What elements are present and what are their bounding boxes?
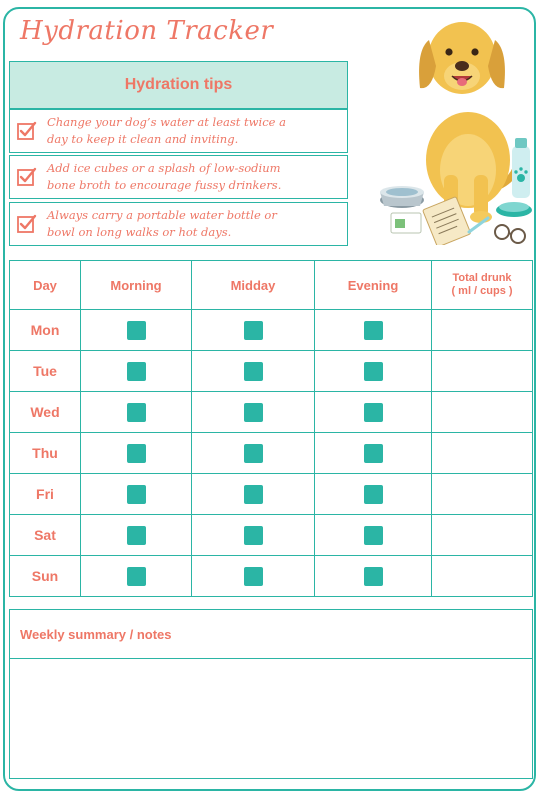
header-day: Day (10, 261, 81, 310)
day-label: Mon (10, 310, 81, 351)
total-drunk-cell[interactable] (432, 556, 533, 597)
checkbox-square[interactable] (127, 403, 146, 422)
checkbox-square[interactable] (127, 567, 146, 586)
evening-cell (315, 474, 432, 515)
checkbox-checked-icon[interactable] (17, 167, 37, 187)
checkbox-square[interactable] (127, 362, 146, 381)
midday-cell (192, 515, 315, 556)
page-title: Hydration Tracker (20, 16, 274, 46)
evening-cell (315, 351, 432, 392)
midday-cell (192, 351, 315, 392)
header-morning: Morning (81, 261, 192, 310)
total-drunk-cell[interactable] (432, 351, 533, 392)
checkbox-square[interactable] (244, 526, 263, 545)
day-label: Thu (10, 433, 81, 474)
checkbox-square[interactable] (244, 403, 263, 422)
morning-cell (81, 433, 192, 474)
table-row (10, 556, 533, 597)
table-row (10, 515, 533, 556)
checkbox-square[interactable] (244, 362, 263, 381)
tips-heading: Hydration tips (9, 61, 348, 109)
tip-text: Add ice cubes or a splash of low-sodium bone broth to encourage fussy drinkers. (47, 161, 282, 192)
morning-cell (81, 392, 192, 433)
checkbox-square[interactable] (244, 567, 263, 586)
total-drunk-cell[interactable] (432, 433, 533, 474)
checkbox-square[interactable] (364, 526, 383, 545)
table-row (10, 310, 533, 351)
evening-cell (315, 310, 432, 351)
morning-cell (81, 556, 192, 597)
day-label: Sun (10, 556, 81, 597)
evening-cell (315, 515, 432, 556)
checkbox-square[interactable] (364, 362, 383, 381)
day-label: Fri (10, 474, 81, 515)
header-evening: Evening (315, 261, 432, 310)
checkbox-square[interactable] (244, 321, 263, 340)
evening-cell (315, 392, 432, 433)
tip-text: Always carry a portable water bottle or bowl on long walks or hot days. (47, 208, 277, 239)
evening-cell (315, 433, 432, 474)
checkbox-square[interactable] (244, 485, 263, 504)
midday-cell (192, 310, 315, 351)
morning-cell (81, 310, 192, 351)
checkbox-square[interactable] (127, 321, 146, 340)
tip-item (9, 155, 348, 199)
header-total-drunk: Total drunk ( ml / cups ) (432, 261, 533, 310)
table-row (10, 392, 533, 433)
total-drunk-cell[interactable] (432, 310, 533, 351)
checkbox-square[interactable] (364, 444, 383, 463)
tip-item (9, 202, 348, 246)
midday-cell (192, 433, 315, 474)
midday-cell (192, 556, 315, 597)
evening-cell (315, 556, 432, 597)
table-header-row (10, 261, 533, 310)
checkbox-square[interactable] (364, 567, 383, 586)
day-label: Wed (10, 392, 81, 433)
checkbox-square[interactable] (364, 321, 383, 340)
notes-heading: Weekly summary / notes (10, 610, 532, 659)
morning-cell (81, 515, 192, 556)
hydration-table (9, 260, 533, 597)
checkbox-checked-icon[interactable] (17, 121, 37, 141)
total-drunk-cell[interactable] (432, 474, 533, 515)
total-drunk-cell[interactable] (432, 515, 533, 556)
weekly-notes-box[interactable] (9, 609, 533, 779)
midday-cell (192, 474, 315, 515)
day-label: Sat (10, 515, 81, 556)
table-row (10, 433, 533, 474)
morning-cell (81, 474, 192, 515)
morning-cell (81, 351, 192, 392)
dog-with-water-supplies-icon (376, 10, 536, 245)
checkbox-square[interactable] (244, 444, 263, 463)
checkbox-checked-icon[interactable] (17, 214, 37, 234)
tip-item (9, 109, 348, 153)
hydration-tips-box (9, 61, 348, 248)
total-drunk-cell[interactable] (432, 392, 533, 433)
day-label: Tue (10, 351, 81, 392)
checkbox-square[interactable] (364, 485, 383, 504)
checkbox-square[interactable] (127, 485, 146, 504)
table-row (10, 474, 533, 515)
table-row (10, 351, 533, 392)
checkbox-square[interactable] (364, 403, 383, 422)
checkbox-square[interactable] (127, 444, 146, 463)
midday-cell (192, 392, 315, 433)
checkbox-square[interactable] (127, 526, 146, 545)
header-midday: Midday (192, 261, 315, 310)
tip-text: Change your dog’s water at least twice a day to keep it clean and inviting. (47, 115, 286, 146)
